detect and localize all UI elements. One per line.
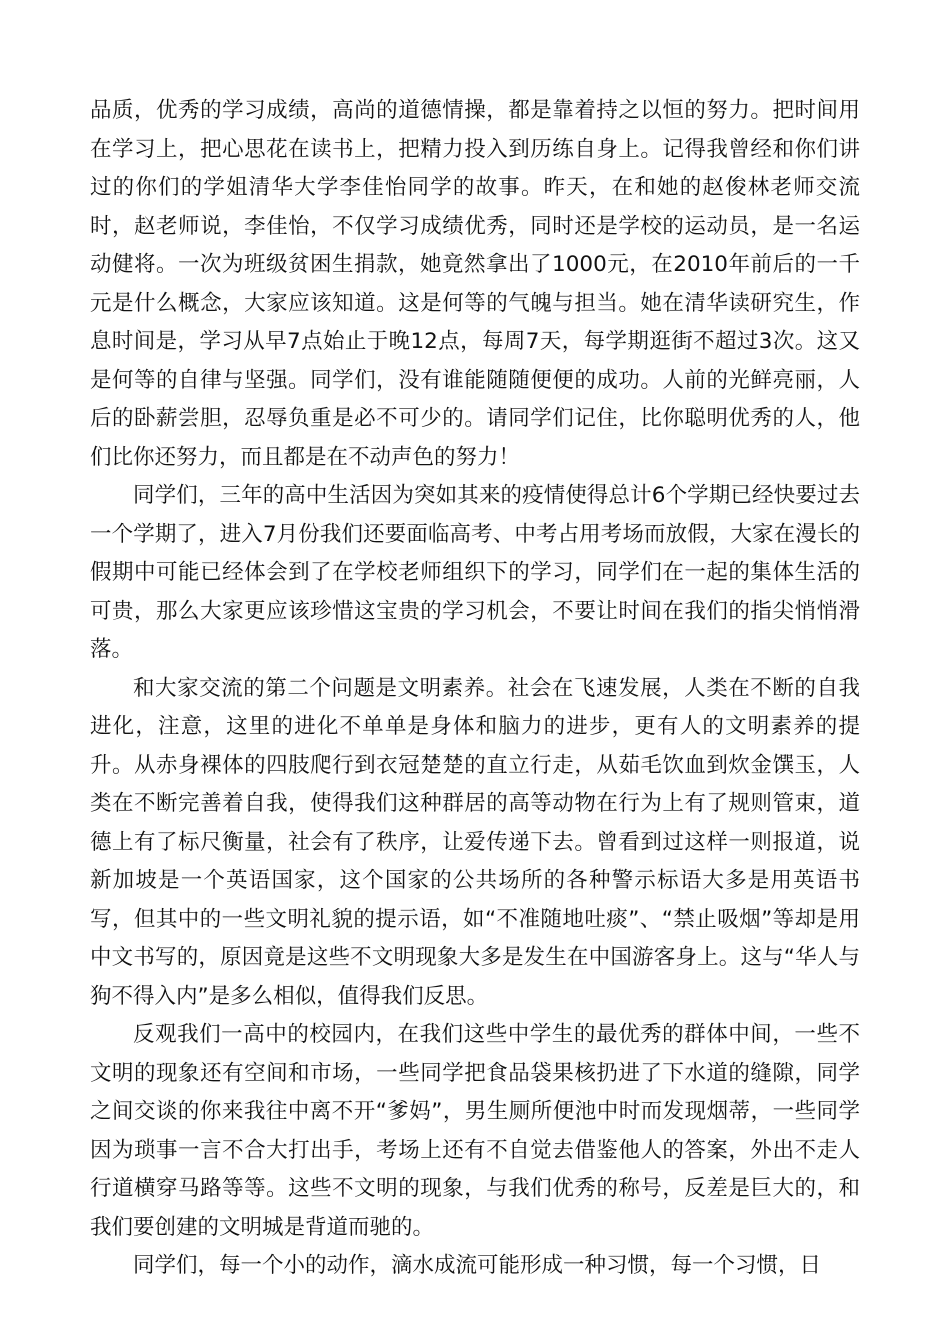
paragraph-3: 和大家交流的第二个问题是文明素养。社会在飞速发展，人类在不断的自我进化，注意，这里的进化不单单是身体和脑力的进步，更有人的文明素养的提升。从赤身裸体的四肢爬行到衣冠楚楚的直立行走，从茹毛饮血到炊金馔玉，人类在不断完善着自我，使得我们这种群居的高等动物在行为上有了规则管束，道德上有了标尺衡量，社会有了秩序，让爱传递下去。曾看到过这样一则报道，说新加坡是一个英语国家，这个国家的公共场所的各种警示标语大多是用英语书写，但其中的一些文明礼貌的提示语，如“不准随地吐痰”、“禁止吸烟”等却是用中文书写的，原因竟是这些不文明现象大多是发生在中国游客身上。这与“华人与狗不得入内”是多么相似，值得我们反思。	[90, 675, 860, 1009]
paragraph-2: 同学们，三年的高中生活因为突如其来的疫情使得总计6个学期已经快要过去一个学期了，进入7月份我们还要面临高考、中考占用考场而放假，大家在漫长的假期中可能已经体会到了在学校老师组织下的学习，同学们在一起的集体生活的可贵，那么大家更应该珍惜这宝贵的学习机会，不要让时间在我们的指尖悄悄滑落。	[90, 483, 860, 662]
document-page	[90, 92, 860, 1286]
paragraph-4: 反观我们一高中的校园内，在我们这些中学生的最优秀的群体中间，一些不文明的现象还有空间和市场，一些同学把食品袋果核扔进了下水道的缝隙，同学之间交谈的你来我往中离不开“爹妈”，男生厕所便池中时而发现烟蒂，一些同学因为琐事一言不合大打出手，考场上还有不自觉去借鉴他人的答案，外出不走人行道横穿马路等等。这些不文明的现象，与我们优秀的称号，反差是巨大的，和我们要创建的文明城是背道而驰的。	[90, 1022, 860, 1240]
paragraph-5: 同学们，每一个小的动作，滴水成流可能形成一种习惯，每一个习惯，日	[133, 1253, 822, 1278]
paragraph-1: 品质，优秀的学习成绩，高尚的道德情操，都是靠着持之以恒的努力。把时间用在学习上，把心思花在读书上，把精力投入到历练自身上。记得我曾经和你们讲过的你们的学姐清华大学李佳怡同学的故事。昨天，在和她的赵俊林老师交流时，赵老师说，李佳怡，不仅学习成绩优秀，同时还是学校的运动员，是一名运动健将。一次为班级贫困生捐款，她竟然拿出了1000元，在2010年前后的一千元是什么概念，大家应该知道。这是何等的气魄与担当。她在清华读研究生，作息时间是，学习从早7点始止于晚12点，每周7天，每学期逛街不超过3次。这又是何等的自律与坚强。同学们，没有谁能随随便便的成功。人前的光鲜亮丽，人后的卧薪尝胆，忍辱负重是必不可少的。请同学们记住，比你聪明优秀的人，他们比你还努力，而且都是在不动声色的努力！	[90, 98, 860, 470]
